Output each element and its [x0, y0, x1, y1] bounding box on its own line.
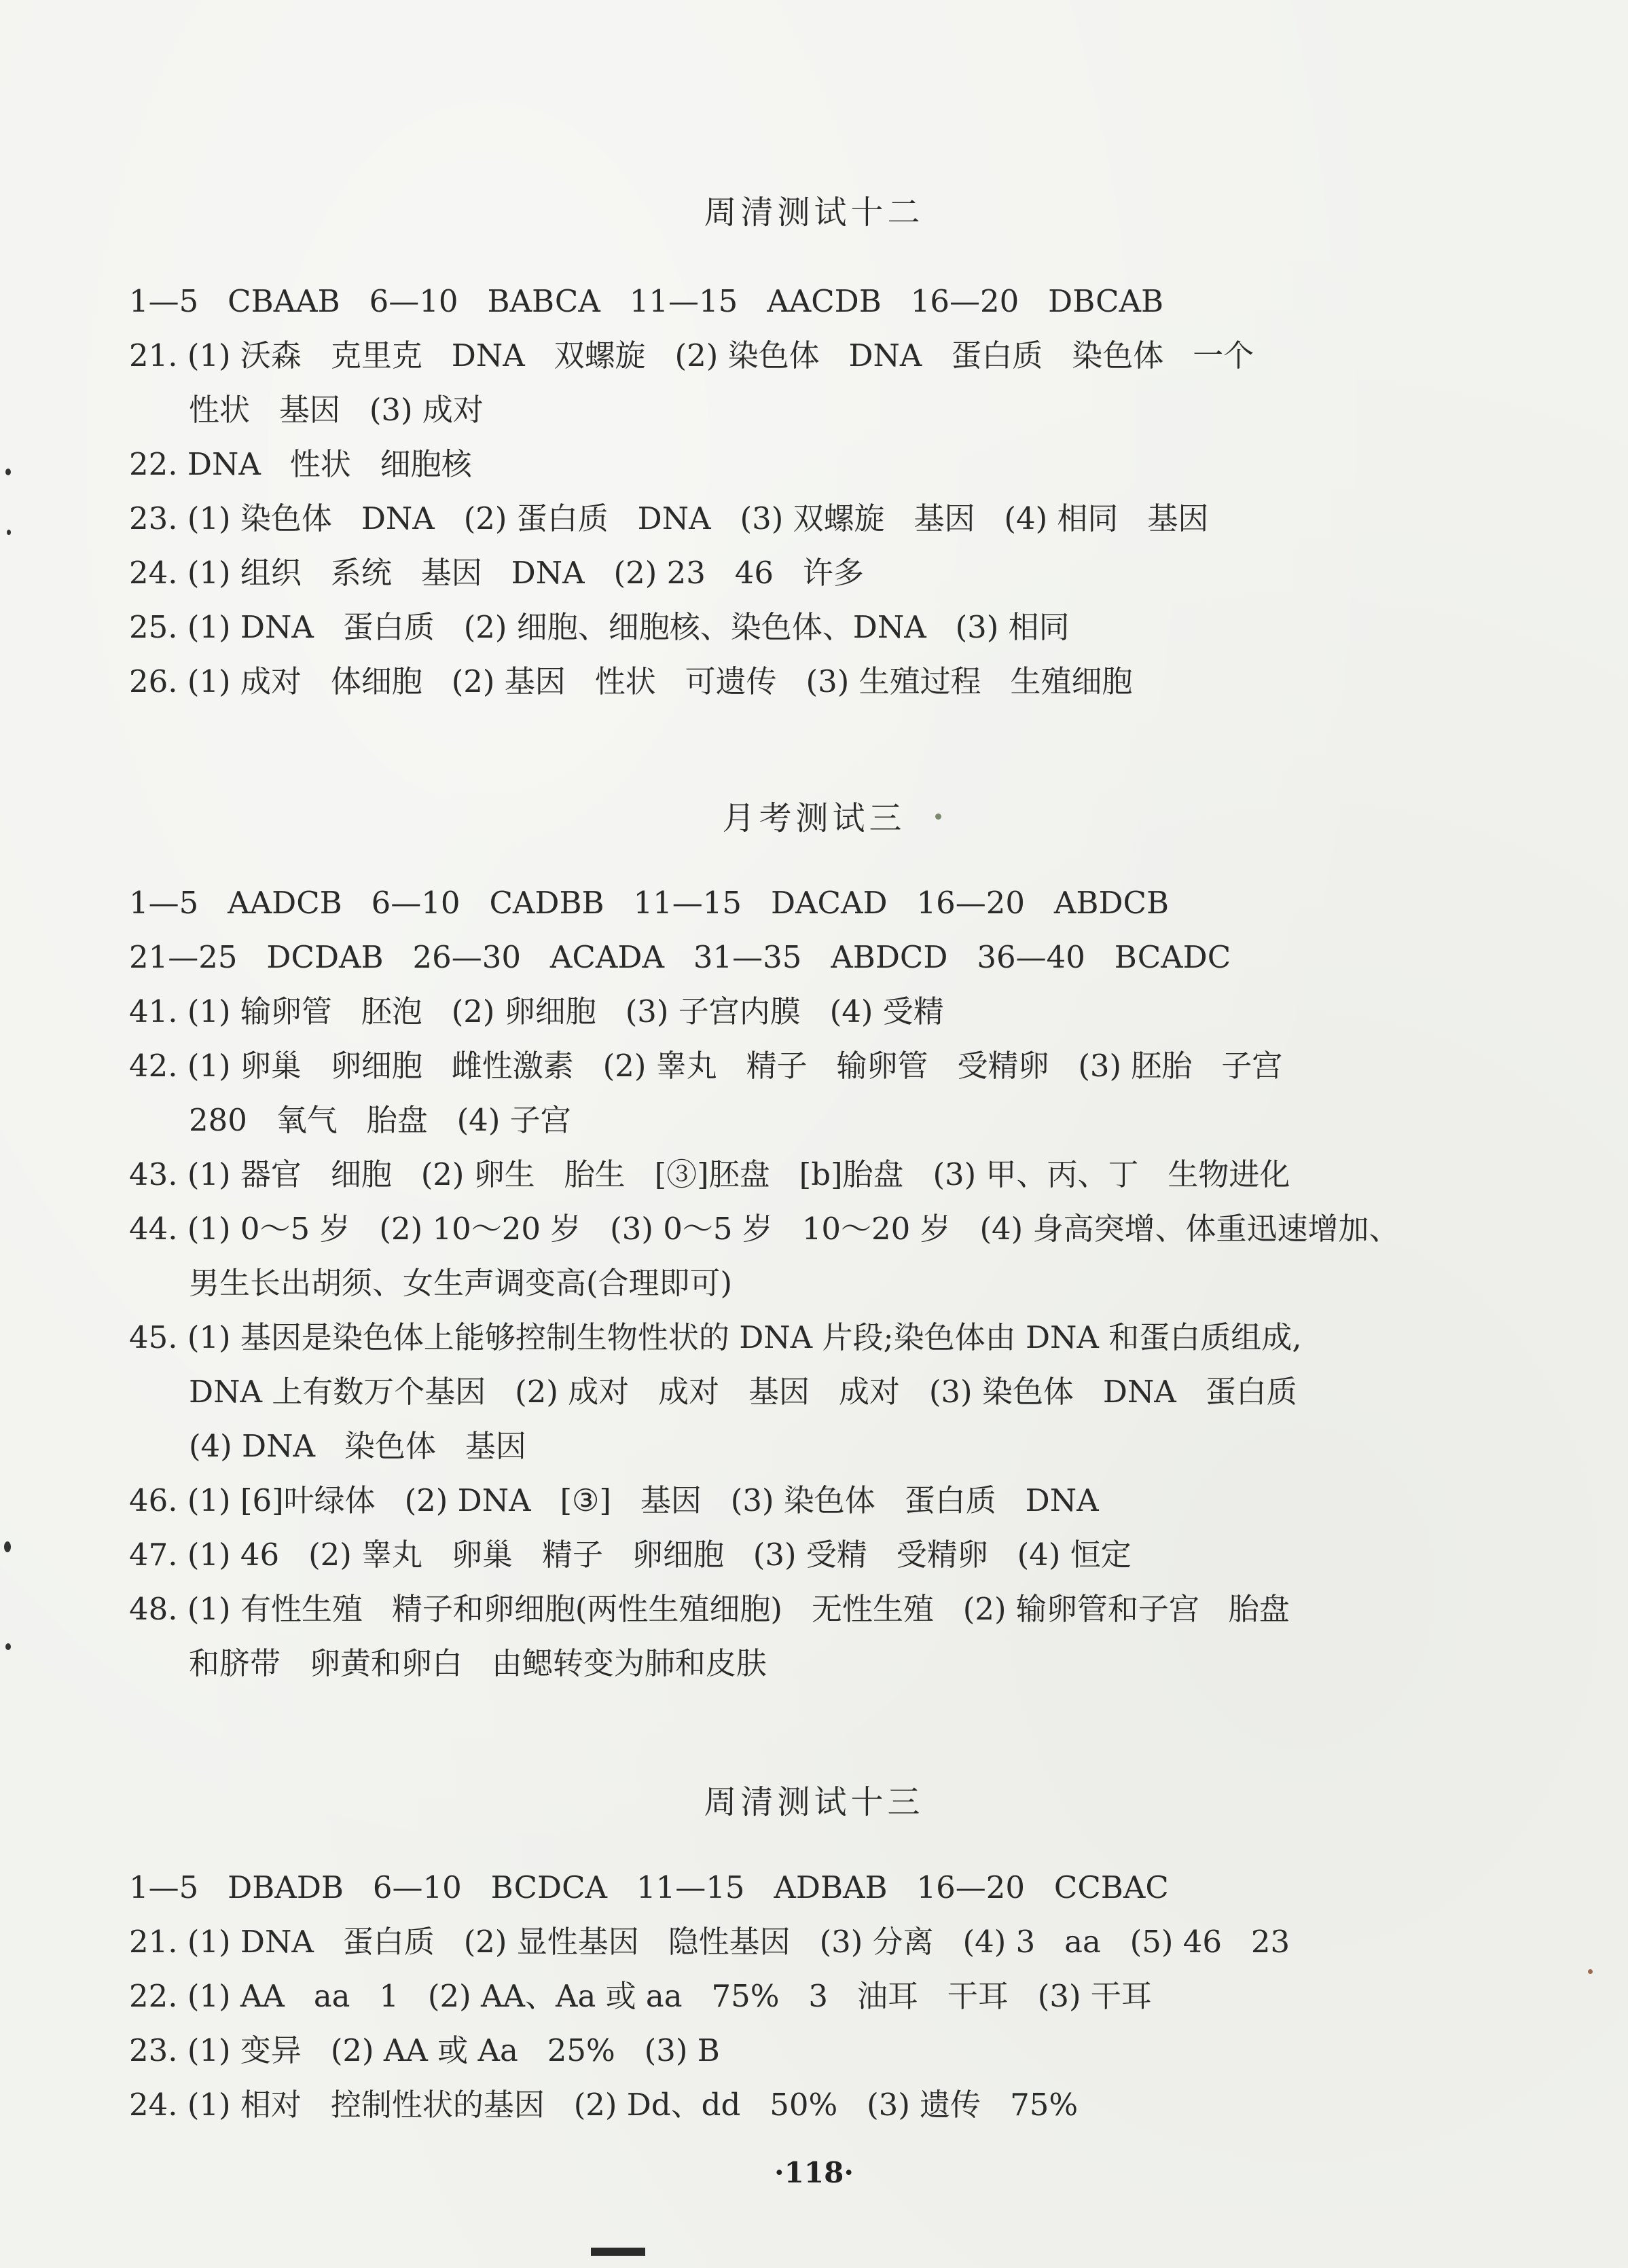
- answer-line: 26. (1) 成对 体细胞 (2) 基因 性状 可遗传 (3) 生殖过程 生殖细胞: [129, 663, 1133, 699]
- answer-line: 25. (1) DNA 蛋白质 (2) 细胞、细胞核、染色体、DNA (3) 相同: [129, 609, 1070, 645]
- answer-line: 48. (1) 有性生殖 精子和卵细胞(两性生殖细胞) 无性生殖 (2) 输卵管和子宫 胎盘: [129, 1591, 1290, 1627]
- scan-speck: [4, 1541, 11, 1552]
- answer-line: (4) DNA 染色体 基因: [189, 1428, 526, 1464]
- answer-line: 1—5 DBADB 6—10 BCDCA 11—15 ADBAB 16—20 CCBAC: [129, 1869, 1169, 1905]
- scan-speck: [7, 530, 11, 535]
- answer-line: DNA 上有数万个基因 (2) 成对 成对 基因 成对 (3) 染色体 DNA 蛋白质: [189, 1374, 1297, 1410]
- scan-speck: [5, 1643, 11, 1650]
- scan-speck: [1588, 1969, 1593, 1974]
- answer-line: 46. (1) [6]叶绿体 (2) DNA [③] 基因 (3) 染色体 蛋白质 DNA: [129, 1482, 1099, 1518]
- answer-line: 1—5 CBAAB 6—10 BABCA 11—15 AACDB 16—20 DBCAB: [129, 283, 1164, 319]
- answer-line: 44. (1) 0～5 岁 (2) 10～20 岁 (3) 0～5 岁 10～20 岁 (4) 身高突增、体重迅速增加、: [129, 1211, 1400, 1247]
- scan-edge-mark: [591, 2248, 645, 2256]
- section-title-monthly-test-3: 月考测试三: [722, 799, 906, 837]
- answer-line: 23. (1) 染色体 DNA (2) 蛋白质 DNA (3) 双螺旋 基因 (4) 相同 基因: [129, 500, 1209, 536]
- scan-speck: [935, 813, 941, 820]
- answer-line: 42. (1) 卵巢 卵细胞 雌性激素 (2) 睾丸 精子 输卵管 受精卵 (3) 胚胎 子宫: [129, 1048, 1283, 1084]
- answer-line: 41. (1) 输卵管 胚泡 (2) 卵细胞 (3) 子宫内膜 (4) 受精: [129, 993, 944, 1029]
- answer-line: 1—5 AADCB 6—10 CADBB 11—15 DACAD 16—20 ABDCB: [129, 885, 1170, 921]
- scan-speck: [5, 469, 11, 475]
- page-number: ·118·: [774, 2156, 854, 2189]
- answer-line: 43. (1) 器官 细胞 (2) 卵生 胎生 [③]胚盘 [b]胎盘 (3) 甲、丙、丁 生物进化: [129, 1156, 1290, 1192]
- section-title-weekly-test-12: 周清测试十二: [704, 194, 924, 232]
- answer-line: 22. DNA 性状 细胞核: [129, 446, 472, 482]
- answer-line: 24. (1) 组织 系统 基因 DNA (2) 23 46 许多: [129, 555, 864, 591]
- answer-line: 男生长出胡须、女生声调变高(合理即可): [189, 1265, 733, 1301]
- answer-line: 22. (1) AA aa 1 (2) AA、Aa 或 aa 75% 3 油耳 干耳 (3) 干耳: [129, 1978, 1152, 2014]
- answer-line: 性状 基因 (3) 成对: [189, 392, 484, 428]
- answer-line: 47. (1) 46 (2) 睾丸 卵巢 精子 卵细胞 (3) 受精 受精卵 (4) 恒定: [129, 1537, 1132, 1573]
- answer-line: 21—25 DCDAB 26—30 ACADA 31—35 ABDCD 36—40 BCADC: [129, 939, 1231, 975]
- answer-line: 45. (1) 基因是染色体上能够控制生物性状的 DNA 片段;染色体由 DNA 和蛋白质组成,: [129, 1319, 1302, 1355]
- answer-line: 和脐带 卵黄和卵白 由鳃转变为肺和皮肤: [189, 1645, 767, 1681]
- answer-line: 24. (1) 相对 控制性状的基因 (2) Dd、dd 50% (3) 遗传 75%: [129, 2087, 1079, 2123]
- answer-line: 21. (1) 沃森 克里克 DNA 双螺旋 (2) 染色体 DNA 蛋白质 染色体 一个: [129, 337, 1254, 373]
- answer-line: 21. (1) DNA 蛋白质 (2) 显性基因 隐性基因 (3) 分离 (4) 3 aa (5) 46 23: [129, 1924, 1290, 1960]
- answer-line: 280 氧气 胎盘 (4) 子宫: [189, 1102, 571, 1138]
- answer-line: 23. (1) 变异 (2) AA 或 Aa 25% (3) B: [129, 2032, 720, 2068]
- section-title-weekly-test-13: 周清测试十三: [704, 1783, 924, 1821]
